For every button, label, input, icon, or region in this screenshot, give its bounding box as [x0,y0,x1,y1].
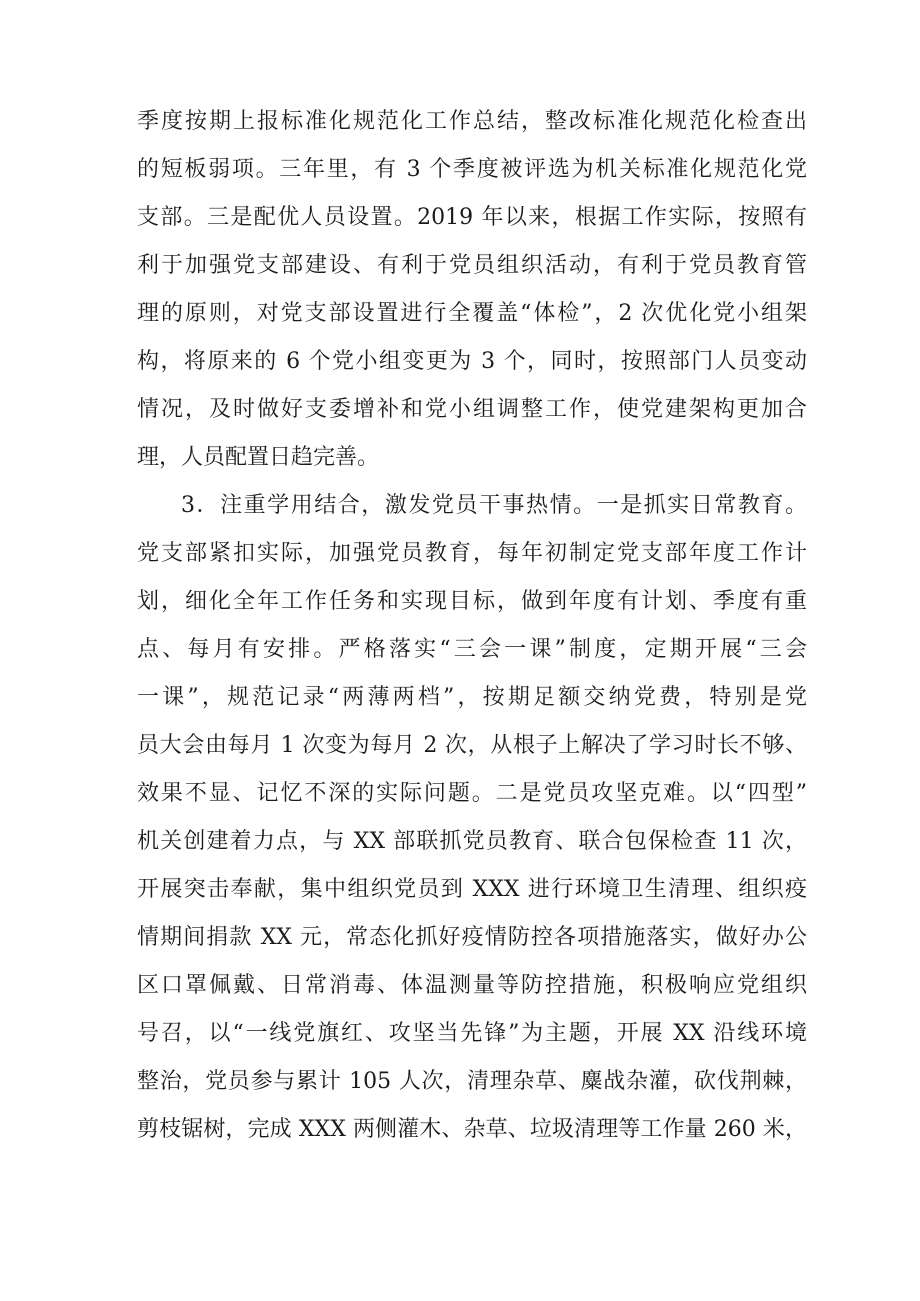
text-line: 季度按期上报标准化规范化工作总结，整改标准化规范化检查出 [137,109,807,134]
text-line: 3．注重学用结合，激发党员干事热情。一是抓实日常教育。 [181,493,807,518]
text-line: 利于加强党支部建设、有利于党员组织活动，有利于党员教育管 [137,253,807,278]
text-line: 机关创建着力点，与 XX 部联抓党员教育、联合包保检查 11 次， [137,829,807,854]
text-line: 情期间捐款 XX 元，常态化抓好疫情防控各项措施落实，做好办公 [137,925,807,950]
text-line: 党支部紧扣实际，加强党员教育，每年初制定党支部年度工作计 [137,541,807,566]
text-line: 划，细化全年工作任务和实现目标，做到年度有计划、季度有重 [137,589,807,614]
body-text [137,98,807,1154]
text-line: 理，人员配置日趋完善。 [137,445,380,470]
text-line: 整治，党员参与累计 105 人次，清理杂草、麋战杂灌，砍伐荆棘， [137,1069,807,1094]
paragraph [137,482,807,1154]
text-line: 区口罩佩戴、日常消毒、体温测量等防控措施，积极响应党组织 [137,973,807,998]
text-line: 一课”，规范记录“两薄两档”，按期足额交纳党费，特别是党 [137,685,807,710]
text-line: 情况，及时做好支委增补和党小组调整工作，使党建架构更加合 [137,397,807,422]
paragraph [137,98,807,482]
text-line: 点、每月有安排。严格落实“三会一课”制度，定期开展“三会 [137,637,807,662]
text-line: 支部。三是配优人员设置。2019 年以来，根据工作实际，按照有 [137,205,807,230]
text-line: 的短板弱项。三年里，有 3 个季度被评选为机关标准化规范化党 [137,157,807,182]
text-line: 理的原则，对党支部设置进行全覆盖“体检”，2 次优化党小组架 [137,301,807,326]
text-line: 剪枝锯树，完成 XXX 两侧灌木、杂草、垃圾清理等工作量 260 米， [137,1117,807,1142]
text-line: 开展突击奉献，集中组织党员到 XXX 进行环境卫生清理、组织疫 [137,877,807,902]
text-line: 构，将原来的 6 个党小组变更为 3 个，同时，按照部门人员变动 [137,349,807,374]
text-line: 号召，以“一线党旗红、攻坚当先锋”为主题，开展 XX 沿线环境 [137,1021,807,1046]
text-line: 效果不显、记忆不深的实际问题。二是党员攻坚克难。以“四型” [137,781,807,806]
text-line: 员大会由每月 1 次变为每月 2 次，从根子上解决了学习时长不够、 [137,733,807,758]
